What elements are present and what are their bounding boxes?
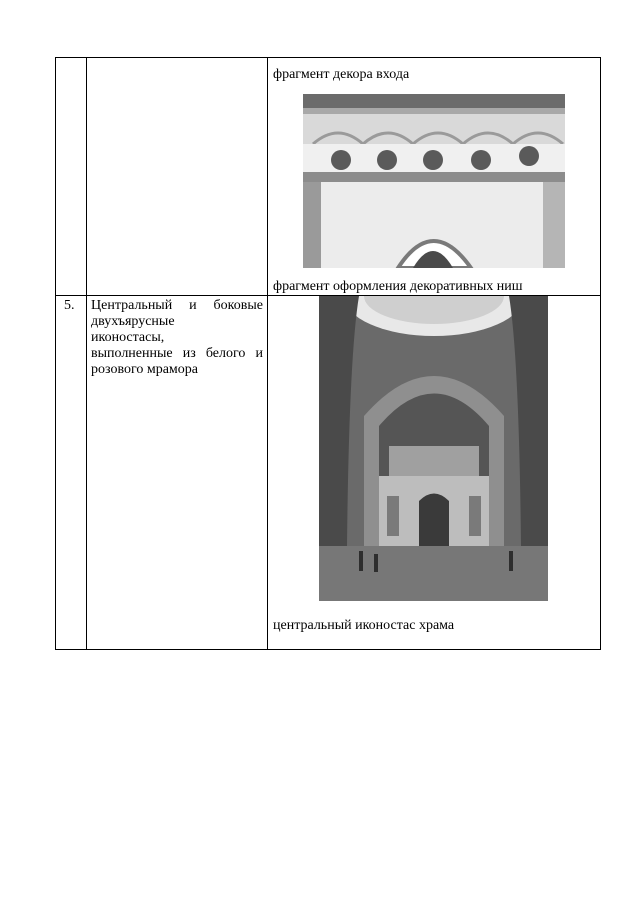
- table-border-left: [55, 57, 56, 650]
- row-number: 5.: [64, 298, 75, 313]
- description-line: розового мрамора: [91, 362, 199, 377]
- description-line: иконостасы,: [91, 330, 165, 345]
- caption-central-iconostasis: центральный иконостас храма: [273, 618, 455, 633]
- church-entrance-decor-photo: [303, 94, 565, 268]
- description-line: Центральный и боковые: [91, 298, 263, 313]
- church-interior-iconostasis-photo: [319, 296, 548, 601]
- caption-entrance-decor: фрагмент декора входа: [273, 67, 410, 82]
- table-border-bottom: [55, 649, 601, 650]
- column-divider-2: [267, 57, 268, 650]
- caption-decorative-niches: фрагмент оформления декоративных ниш: [273, 279, 523, 294]
- description-line: выполненные из белого и: [91, 346, 263, 361]
- description-line: двухъярусные: [91, 314, 175, 329]
- column-divider-1: [86, 57, 87, 650]
- table-border-right: [600, 57, 601, 650]
- table-border-top: [55, 57, 601, 58]
- row-description: [91, 298, 263, 378]
